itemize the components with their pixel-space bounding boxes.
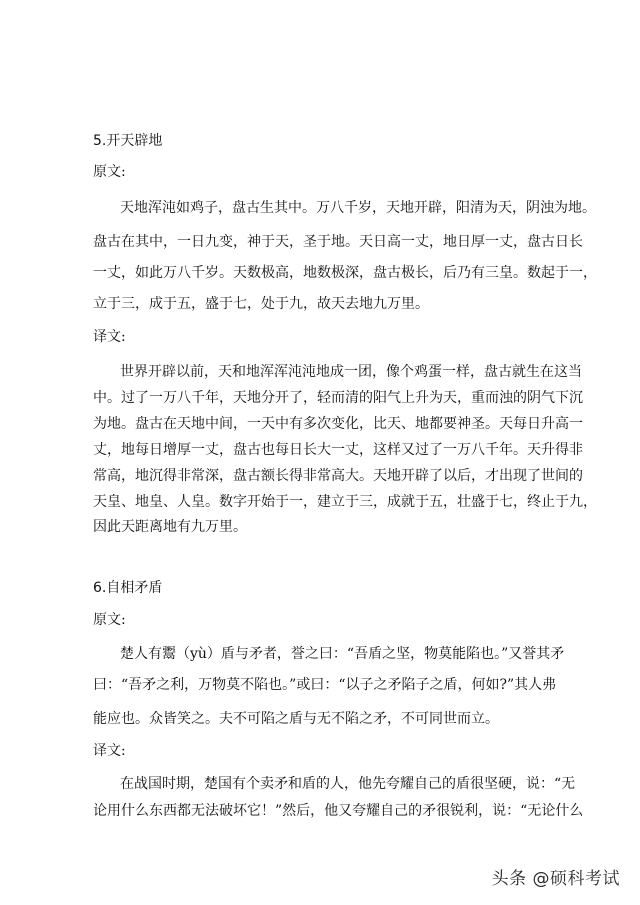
translation-line: 在战国时期，楚国有个卖矛和盾的人，他先夸耀自己的盾很坚硬，说：“无 [120,776,576,792]
translation-line: 世界开辟以前，天和地浑浑沌沌地成一团，像个鸡蛋一样，盘古就生在这当 [120,364,582,380]
original-line: 能应也。众皆笑之。夫不可陷之盾与无不陷之矛，不可同世而立。 [93,711,499,727]
original-line: 一丈，如此万八千岁。天数极高，地数极深，盘古极长，后乃有三皇。数起于一， [93,265,597,281]
section-title-5: 5.开天辟地 [93,133,163,149]
original-line: 盘古在其中，一日九变，神于天，圣于地。天日高一丈，地日厚一丈，盘古日长 [93,234,583,250]
watermark: 头条 @硕科考试 [491,869,620,889]
original-line: 立于三，成于五，盛于七，处于九，故天去地九万里。 [93,296,429,312]
translation-line: 中。过了一万八千年，天地分开了，轻而清的阳气上升为天，重而浊的阴气下沉 [93,390,583,406]
original-label-5: 原文: [93,164,126,180]
translation-label-5: 译文: [93,329,126,345]
translation-line: 论用什么东西都无法破坏它！”然后，他又夸耀自己的矛很锐利，说：“无论什么 [93,803,584,819]
original-line: 曰：“吾矛之利，万物莫不陷也。”或曰：“以子之矛陷子之盾，何如?”其人弗 [93,677,557,693]
original-label-6: 原文: [93,612,126,628]
translation-label-6: 译文: [93,743,126,759]
translation-line: 天皇、地皇、人皇。数字开始于一，建立于三，成就于五，壮盛于七，终止于九， [93,494,597,510]
translation-line: 丈，地每日增厚一丈，盘古也每日长大一丈，这样又过了一万八千年。天升得非 [93,442,583,458]
translation-line: 常高，地沉得非常深，盘古额长得非常高大。天地开辟了以后，才出现了世间的 [93,468,583,484]
original-line: 天地浑沌如鸡子，盘古生其中。万八千岁，天地开辟，阳清为天，阴浊为地。 [120,200,596,216]
translation-line: 为地。盘古在天地中间，一天中有多次变化，比天、地都要神圣。天每日升高一 [93,416,583,432]
original-line: 楚人有鬻（yù）盾与矛者，誉之曰：“吾盾之坚，物莫能陷也。”又誉其矛 [120,646,565,662]
translation-line: 因此天距离地有九万里。 [93,519,247,535]
section-title-6: 6.自相矛盾 [93,580,163,596]
